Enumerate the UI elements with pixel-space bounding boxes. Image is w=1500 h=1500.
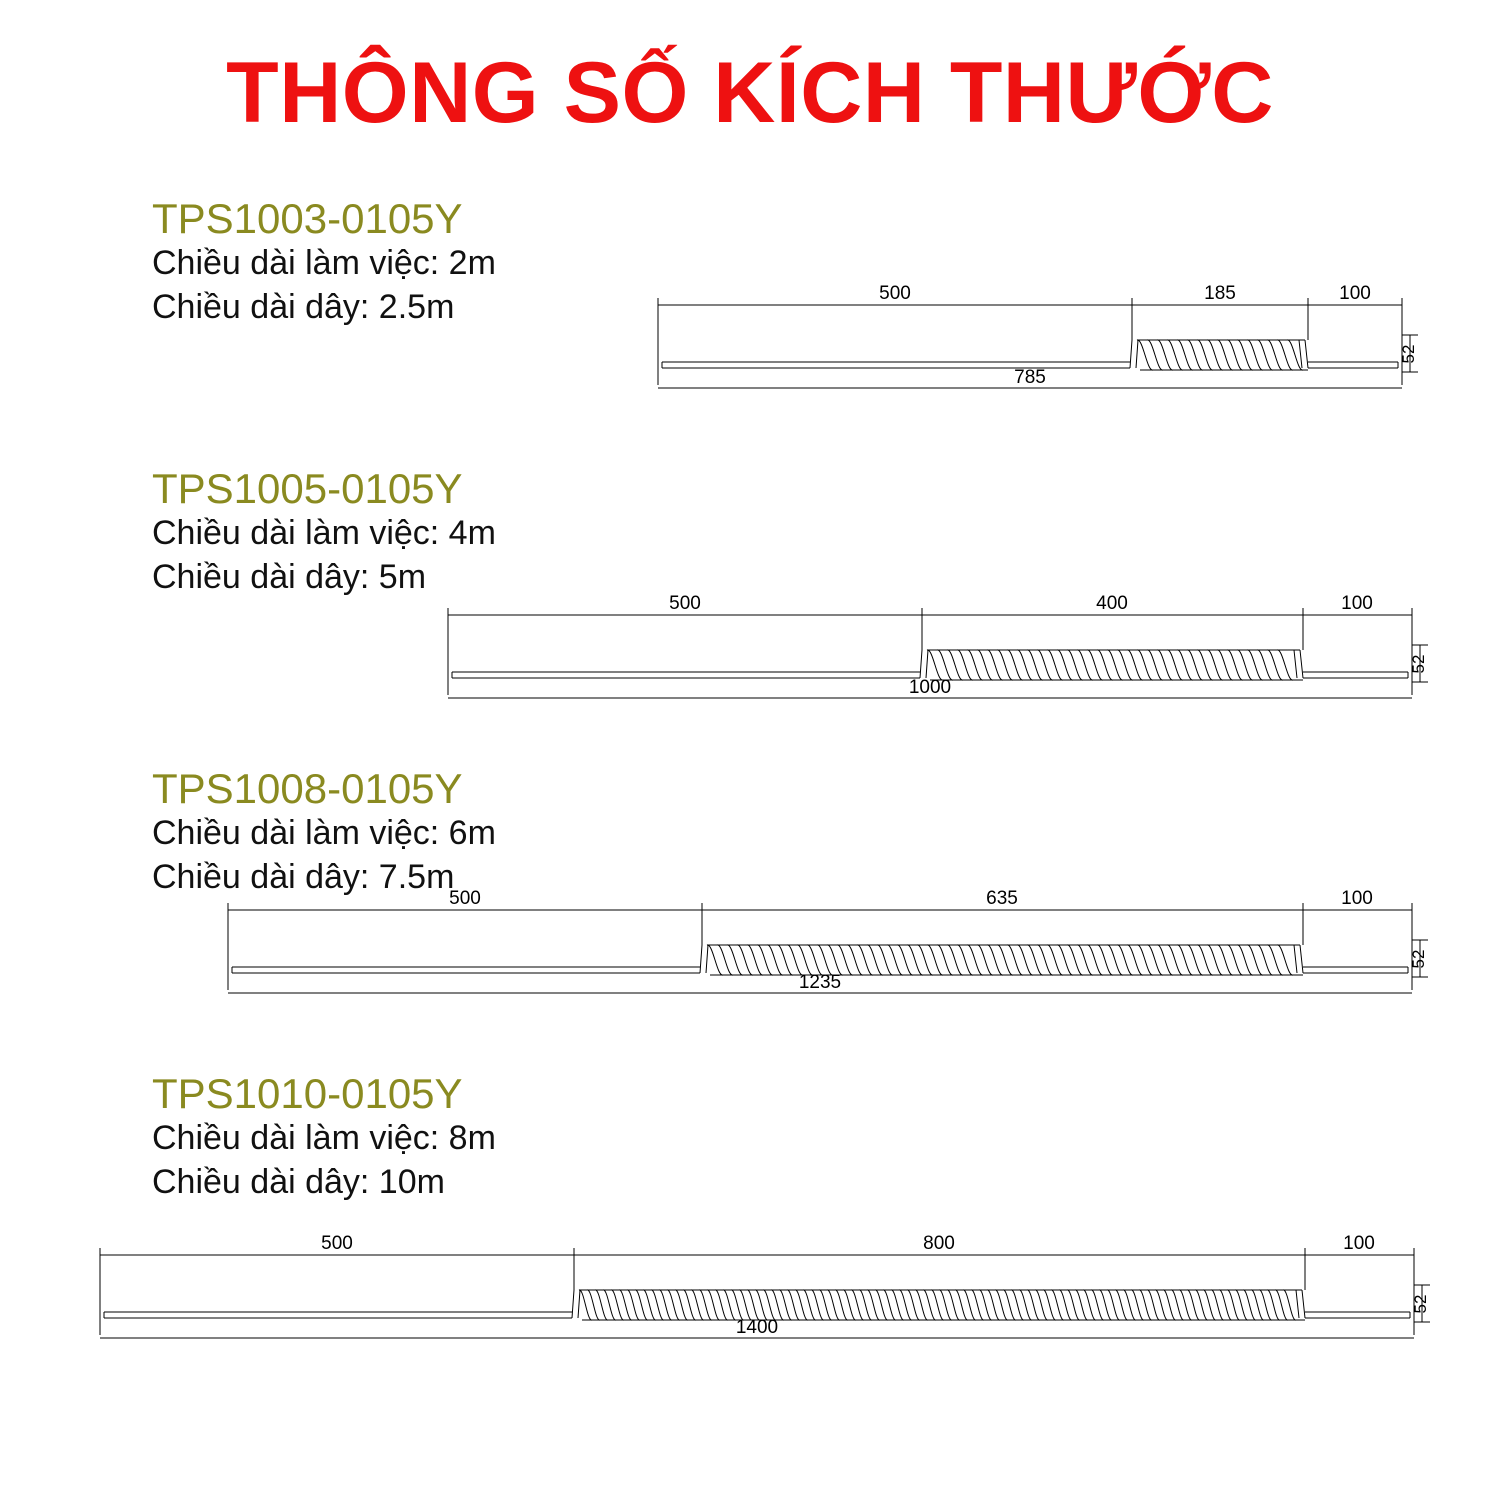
product-text-2: [152, 465, 496, 599]
product-working-length: Chiều dài làm việc: 2m: [152, 244, 496, 283]
dim-right-label: 100: [1341, 593, 1373, 614]
product-cable-length: Chiều dài dây: 7.5m: [152, 857, 455, 896]
dim-left-label: 500: [879, 283, 911, 304]
dim-left-label: 500: [449, 888, 481, 909]
product-cable-length: Chiều dài dây: 10m: [152, 1162, 445, 1201]
product-code: TPS1005-0105Y: [152, 465, 463, 512]
dim-coil-label: 800: [923, 1233, 955, 1254]
dim-left-label: 500: [321, 1233, 353, 1254]
product-text-3: [152, 765, 496, 899]
dim-right-label: 100: [1343, 1233, 1375, 1254]
dim-height-label: 52: [1409, 654, 1428, 674]
dim-total-label: 1400: [735, 1317, 779, 1338]
product-text-4: [152, 1070, 496, 1204]
dim-total-label: 1000: [908, 677, 952, 698]
dim-height-label: 52: [1399, 344, 1418, 364]
dimension-drawing-3: [210, 885, 1430, 1020]
product-working-length: Chiều dài làm việc: 8m: [152, 1119, 496, 1158]
product-cable-length: Chiều dài dây: 2.5m: [152, 287, 455, 326]
dim-coil-label: 185: [1204, 283, 1236, 304]
dim-total-label: 1235: [798, 972, 842, 993]
dim-height-label: 52: [1411, 1294, 1430, 1314]
dim-right-label: 100: [1339, 283, 1371, 304]
product-working-length: Chiều dài làm việc: 6m: [152, 814, 496, 853]
dim-height-label: 52: [1409, 949, 1428, 969]
dim-total-label: 785: [1014, 367, 1046, 388]
product-code: TPS1010-0105Y: [152, 1070, 463, 1117]
dimension-drawing-2: [430, 590, 1430, 725]
dimension-drawing-4: [82, 1230, 1432, 1365]
product-cable-length: Chiều dài dây: 5m: [152, 557, 427, 596]
product-working-length: Chiều dài làm việc: 4m: [152, 514, 496, 553]
product-code: TPS1003-0105Y: [152, 195, 463, 242]
dim-right-label: 100: [1341, 888, 1373, 909]
product-code: TPS1008-0105Y: [152, 765, 463, 812]
dimension-drawing-1: [640, 280, 1420, 415]
product-text-1: [152, 195, 496, 329]
page-title: THÔNG SỐ KÍCH THƯỚC: [226, 45, 1274, 141]
dim-coil-label: 635: [986, 888, 1018, 909]
dim-left-label: 500: [669, 593, 701, 614]
dim-coil-label: 400: [1096, 593, 1128, 614]
